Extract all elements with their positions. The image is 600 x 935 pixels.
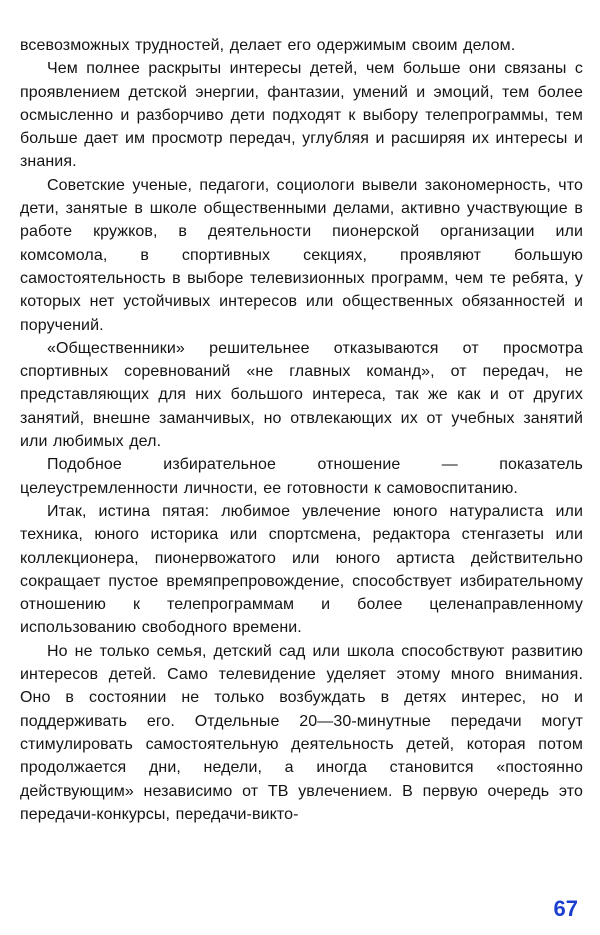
document-page [20, 34, 583, 826]
paragraph: «Общественники» решительнее отказываются от просмотра спортивных соревнований «не главных команд», от передач, не представляющих для них большого интереса, так же как и от других занятий, внешне заманчивых, но отвлекающих их от учебных занятий или любимых дел. [20, 339, 583, 451]
paragraph: Советские ученые, педагоги, социологи вывели закономерность, что дети, занятые в школе общественными делами, активно участвующие в работе кружков, в деятельности пионерской организации или комсомола, в спортивных секциях, проявляют большую самостоятельность в выборе телевизионных программ, чем те ребята, у которых нет устойчивых интересов или общественных обязанностей и поручений. [20, 176, 583, 334]
paragraph: Но не только семья, детский сад или школа способствуют развитию интересов детей. Само телевидение уделяет этому много внимания. Оно в состоянии не только возбуждать в детях интерес, но и поддерживать его. Отдельные 20—30-минутные передачи могут стимулировать самостоятельную деятельность детей, которая потом продолжается дни, недели, а иногда становится «постоянно действующим» независимо от ТВ увлечением. В первую очередь это передачи-конкурсы, передачи-викто- [20, 642, 583, 823]
paragraph-continuation: всевозможных трудностей, делает его одержимым своим делом. [20, 37, 516, 54]
paragraph: Чем полнее раскрыты интересы детей, чем больше они связаны с проявлением детской энергии, фантазии, умений и эмоций, тем более осмысленно и разборчиво дети подходят к выбору телепрограммы, тем больше дает им просмотр передач, углубляя и расширяя их интересы и знания. [20, 60, 583, 171]
paragraph: Итак, истина пятая: любимое увлечение юного натуралиста или техника, юного историка или спортсмена, редактора стенгазеты или коллекционера, пионервожатого или юного артиста действительно сокращает пустое времяпрепровождение, способствует избирательному отношению к телепрограммам и более целенаправленному использованию свободного времени. [20, 502, 583, 637]
paragraph: Подобное избирательное отношение — показатель целеустремленности личности, ее готовности к самовоспитанию. [20, 456, 583, 497]
page-number: 67 [553, 896, 578, 921]
